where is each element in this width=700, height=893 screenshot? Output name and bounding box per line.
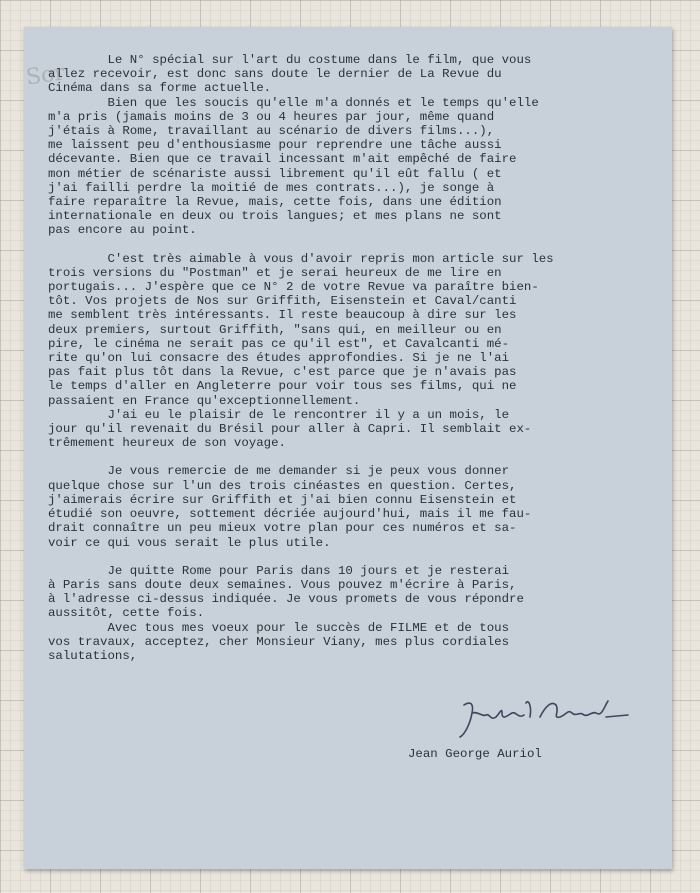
- typed-signature: Jean George Auriol: [408, 747, 542, 761]
- text-line: Je vous remercie de me demander si je peux vous donner: [48, 464, 510, 479]
- paragraph-4: [48, 564, 652, 663]
- text-line: pas encore au point.: [48, 223, 197, 238]
- text-line: me laissent peu d'enthousiasme pour reprendre une tâche aussi: [48, 138, 502, 153]
- text-line: à Paris sans doute deux semaines. Vous pouvez m'écrire à Paris,: [48, 577, 517, 592]
- text-line: me semblent très intéressants. Il reste beaucoup à dire sur les: [48, 308, 517, 323]
- text-line: décevante. Bien que ce travail incessant m'ait empêché de faire: [48, 152, 517, 167]
- text-line: mon métier de scénariste aussi librement qu'il eût fallu ( et: [48, 166, 502, 181]
- text-line: vos travaux, acceptez, cher Monsieur Viany, mes plus cordiales: [48, 634, 510, 649]
- text-line: trois versions du "Postman" et je serai heureux de me lire en: [48, 265, 502, 280]
- text-line: passaient en France qu'exceptionnellement.: [48, 393, 361, 408]
- text-line: portugais... J'espère que ce N° 2 de votre Revue va paraître bien-: [48, 280, 539, 295]
- text-line: faire reparaître la Revue, mais, cette fois, dans une édition: [48, 195, 502, 210]
- text-line: le temps d'aller en Angleterre pour voir tous ses films, qui ne: [48, 379, 517, 394]
- text-line: j'aimerais écrire sur Griffith et j'ai bien connu Eisenstein et: [48, 492, 517, 507]
- text-line: aussitôt, cette fois.: [48, 606, 205, 621]
- text-line: rite qu'on lui consacre des études approfondies. Si je ne l'ai: [48, 351, 510, 366]
- text-line: tôt. Vos projets de Nos sur Griffith, Eisenstein et Caval/canti: [48, 294, 517, 309]
- text-line: deux premiers, surtout Griffith, "sans qui, en meilleur ou en: [48, 322, 502, 337]
- text-line: étudié son oeuvre, sottement décriée aujourd'hui, mais il me fau-: [48, 507, 532, 522]
- letter-sheet: [24, 27, 672, 869]
- text-line: trêmement heureux de son voyage.: [48, 436, 286, 451]
- text-line: salutations,: [48, 648, 138, 663]
- paragraph-3: [48, 464, 652, 549]
- text-line: allez recevoir, est donc sans doute le dernier de La Revue du: [48, 67, 502, 82]
- text-line: voir ce qui vous serait le plus utile.: [48, 535, 331, 550]
- text-line: j'ai failli perdre la moitié de mes contrats...), je songe à: [48, 180, 495, 195]
- pencil-mark: Sor: [24, 60, 67, 91]
- text-line: C'est très aimable à vous d'avoir repris mon article sur les: [48, 251, 554, 266]
- text-line: drait connaître un peu mieux votre plan pour ces numéros et sa-: [48, 521, 517, 536]
- text-line: à l'adresse ci-dessus indiquée. Je vous promets de vous répondre: [48, 592, 524, 607]
- handwritten-signature: [456, 695, 636, 743]
- paragraph-1: [48, 53, 652, 238]
- text-line: Cinéma dans sa forme actuelle.: [48, 81, 272, 96]
- paragraph-2: [48, 252, 652, 451]
- text-line: internationale en deux ou trois langues; et mes plans ne sont: [48, 209, 502, 224]
- text-line: J'ai eu le plaisir de le rencontrer il y a un mois, le: [48, 407, 510, 422]
- text-line: m'a pris (jamais moins de 3 ou 4 heures par jour, même quand: [48, 109, 495, 124]
- text-line: pire, le cinéma ne serait pas ce qu'il est", et Cavalcanti mé-: [48, 336, 510, 351]
- text-line: Bien que les soucis qu'elle m'a donnés et le temps qu'elle: [48, 95, 539, 110]
- text-line: j'étais à Rome, travaillant au scénario de divers films...),: [48, 124, 495, 139]
- text-line: Le N° spécial sur l'art du costume dans le film, que vous: [48, 53, 532, 67]
- text-line: jour qu'il revenait du Brésil pour aller à Capri. Il semblait ex-: [48, 422, 532, 437]
- text-line: Je quitte Rome pour Paris dans 10 jours et je resterai: [48, 563, 510, 578]
- text-line: pas fait plus tôt dans la Revue, c'est parce que je n'avais pas: [48, 365, 517, 380]
- text-line: quelque chose sur l'un des trois cinéastes en question. Certes,: [48, 478, 517, 493]
- text-line: Avec tous mes voeux pour le succès de FILME et de tous: [48, 620, 510, 635]
